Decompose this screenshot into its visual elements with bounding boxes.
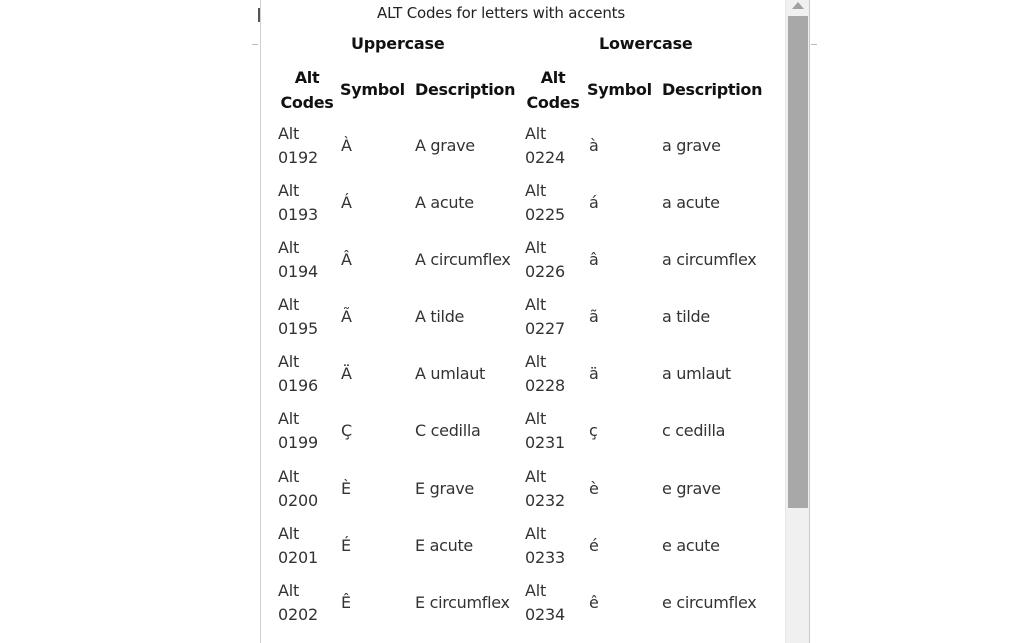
code-number: 0196 — [278, 376, 318, 395]
symbol-upper: É — [341, 536, 352, 555]
code-number: 0224 — [525, 148, 565, 167]
column-header-alt-codes-lower — [523, 65, 583, 115]
alt-label: Alt — [278, 238, 300, 257]
description-lower: a circumflex — [662, 250, 757, 269]
alt-code-lower — [525, 522, 565, 570]
code-number: 0202 — [278, 605, 318, 624]
background-divider — [252, 44, 258, 45]
symbol-upper: È — [341, 479, 352, 498]
description-lower: e circumflex — [662, 593, 757, 612]
alt-code-lower — [525, 122, 565, 170]
scrollbar-thumb[interactable] — [788, 16, 808, 508]
code-number: 0195 — [278, 319, 318, 338]
description-lower: a tilde — [662, 307, 710, 326]
symbol-upper: Ç — [341, 421, 353, 440]
code-number: 0200 — [278, 491, 318, 510]
alt-label: Alt — [278, 352, 300, 371]
alt-label: Alt — [278, 181, 300, 200]
column-header-description-upper: Description — [415, 80, 516, 99]
code-number: 0227 — [525, 319, 565, 338]
description-upper: A grave — [415, 136, 475, 155]
description-upper: A acute — [415, 193, 474, 212]
alt-label: Alt — [525, 467, 547, 486]
code-number: 0193 — [278, 205, 318, 224]
code-number: 0194 — [278, 262, 318, 281]
column-header-symbol-upper: Symbol — [340, 80, 405, 99]
code-number: 0234 — [525, 605, 565, 624]
alt-label: Alt — [278, 409, 300, 428]
table-row — [261, 407, 785, 464]
alt-code-upper — [278, 579, 318, 627]
symbol-upper: Ê — [341, 593, 352, 612]
alt-code-lower — [525, 236, 565, 284]
arrow-up-icon — [792, 2, 804, 9]
alt-code-upper — [278, 122, 318, 170]
alt-code-upper — [278, 522, 318, 570]
symbol-lower: ã — [589, 307, 599, 326]
table-caption: ALT Codes for letters with accents — [377, 4, 625, 22]
alt-code-lower — [525, 579, 565, 627]
table-row — [261, 236, 785, 293]
table-row — [261, 465, 785, 522]
description-upper: E grave — [415, 479, 474, 498]
table-row — [261, 522, 785, 579]
alt-code-lower — [525, 293, 565, 341]
description-upper: A circumflex — [415, 250, 511, 269]
alt-label: Alt — [525, 581, 547, 600]
table-row — [261, 122, 785, 179]
code-number: 0201 — [278, 548, 318, 567]
column-header-symbol-lower: Symbol — [587, 80, 652, 99]
symbol-lower: â — [589, 250, 599, 269]
column-header-alt-codes-upper — [277, 65, 337, 115]
alt-label: Alt — [525, 409, 547, 428]
alt-label: Alt — [278, 295, 300, 314]
alt-code-upper — [278, 350, 318, 398]
code-number: 0225 — [525, 205, 565, 224]
code-number: 0199 — [278, 433, 318, 452]
code-number: 0226 — [525, 262, 565, 281]
code-number: 0192 — [278, 148, 318, 167]
description-lower: a acute — [662, 193, 720, 212]
symbol-upper: Á — [341, 193, 352, 212]
symbol-lower: à — [589, 136, 599, 155]
alt-label: Alt — [525, 124, 547, 143]
symbol-upper: À — [341, 136, 352, 155]
symbol-lower: á — [589, 193, 599, 212]
header-line: Codes — [526, 93, 580, 112]
description-upper: E acute — [415, 536, 473, 555]
description-upper: E circumflex — [415, 593, 510, 612]
symbol-upper: Ã — [341, 307, 352, 326]
alt-label: Alt — [278, 124, 300, 143]
symbol-upper: Â — [341, 250, 352, 269]
symbol-lower: é — [589, 536, 599, 555]
description-lower: a grave — [662, 136, 721, 155]
alt-code-upper — [278, 407, 318, 455]
description-upper: C cedilla — [415, 421, 481, 440]
alt-label: Alt — [525, 238, 547, 257]
symbol-upper: Ä — [341, 364, 352, 383]
code-number: 0232 — [525, 491, 565, 510]
table-row — [261, 179, 785, 236]
code-number: 0233 — [525, 548, 565, 567]
description-upper: A tilde — [415, 307, 465, 326]
alt-label: Alt — [525, 352, 547, 371]
alt-code-upper — [278, 465, 318, 513]
alt-label: Alt — [278, 581, 300, 600]
alt-code-lower — [525, 465, 565, 513]
scroll-up-button[interactable] — [786, 0, 809, 16]
alt-label: Alt — [525, 524, 547, 543]
uppercase-group-header: Uppercase — [351, 34, 445, 53]
column-header-description-lower: Description — [662, 80, 763, 99]
symbol-lower: ä — [589, 364, 599, 383]
lowercase-group-header: Lowercase — [599, 34, 693, 53]
vertical-scrollbar[interactable] — [785, 0, 809, 643]
alt-label: Alt — [278, 467, 300, 486]
alt-label: Alt — [278, 524, 300, 543]
alt-code-lower — [525, 179, 565, 227]
table-row — [261, 350, 785, 407]
alt-label: Alt — [525, 295, 547, 314]
description-lower: c cedilla — [662, 421, 726, 440]
header-line: Codes — [280, 93, 334, 112]
header-line: Alt — [540, 68, 566, 87]
alt-code-upper — [278, 179, 318, 227]
alt-code-upper — [278, 293, 318, 341]
background-divider — [811, 44, 817, 45]
header-line: Alt — [294, 68, 320, 87]
description-upper: A umlaut — [415, 364, 486, 383]
description-lower: e acute — [662, 536, 720, 555]
code-number: 0228 — [525, 376, 565, 395]
table-content — [261, 0, 785, 638]
alt-code-lower — [525, 407, 565, 455]
symbol-lower: ê — [589, 593, 599, 612]
alt-label: Alt — [525, 181, 547, 200]
description-lower: a umlaut — [662, 364, 731, 383]
alt-code-upper — [278, 236, 318, 284]
symbol-lower: ç — [589, 421, 598, 440]
table-row — [261, 579, 785, 636]
table-row — [261, 293, 785, 350]
alt-codes-table-window — [260, 0, 810, 643]
alt-code-lower — [525, 350, 565, 398]
description-lower: e grave — [662, 479, 721, 498]
code-number: 0231 — [525, 433, 565, 452]
symbol-lower: è — [589, 479, 599, 498]
